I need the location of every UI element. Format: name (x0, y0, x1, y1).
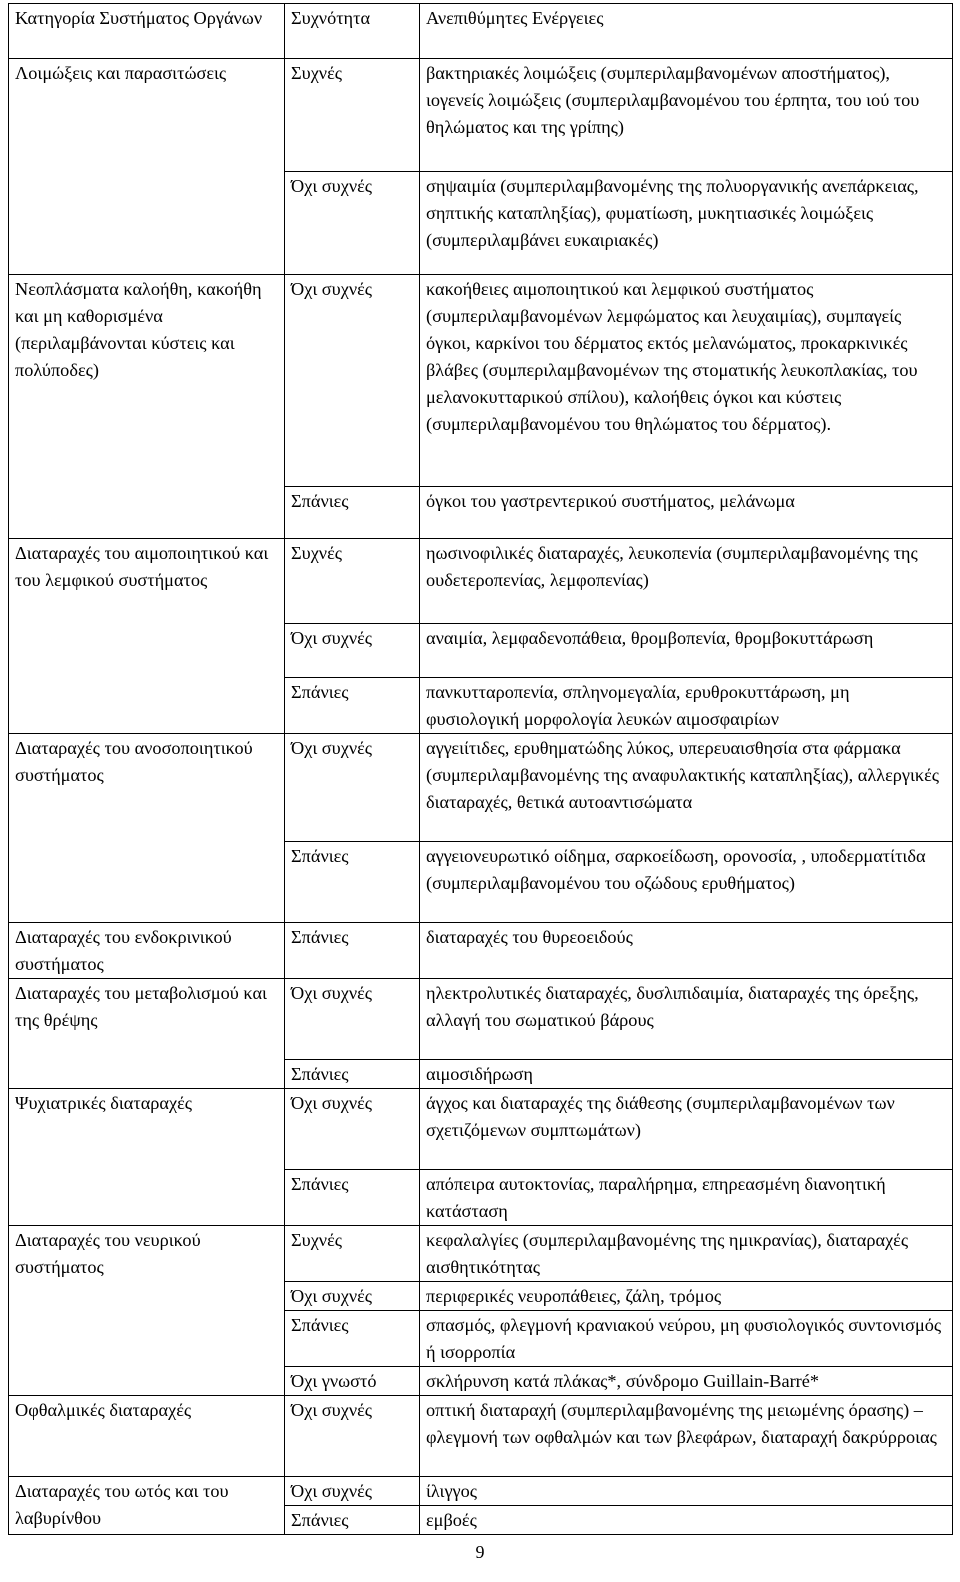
reactions-cell: ηλεκτρολυτικές διαταραχές, δυσλιπιδαιμία, διαταραχές της όρεξης, αλλαγή του σωματικού βάρους (420, 979, 953, 1060)
reactions-cell: αγγειονευρωτικό οίδημα, σαρκοείδωση, ορονοσία, , υποδερματίτιδα (συμπεριλαμβανομένου του οζώδους ερυθήματος) (420, 842, 953, 923)
category-cell: Διαταραχές του μεταβολισμού και της θρέψης (9, 979, 285, 1089)
reactions-cell: αγγειίτιδες, ερυθηματώδης λύκος, υπερευαισθησία στα φάρμακα (συμπεριλαμβανομένης της αναφυλακτικής καταπληξίας), αλλεργικές διαταραχές, θετικά αυτοαντισώματα (420, 734, 953, 842)
category-cell: Διαταραχές του αιμοποιητικού και του λεμφικού συστήματος (9, 539, 285, 734)
table-header-row (9, 4, 953, 59)
reactions-cell: αναιμία, λεμφαδενοπάθεια, θρομβοπενία, θρομβοκυττάρωση (420, 624, 953, 678)
reactions-cell: οπτική διαταραχή (συμπεριλαμβανομένης της μειωμένης όρασης) – φλεγμονή των οφθαλμών και των βλεφάρων, διαταραχή δακρύρροιας (420, 1396, 953, 1477)
reactions-cell: σκλήρυνση κατά πλάκας*, σύνδρομο Guillain-Barré* (420, 1367, 953, 1396)
reactions-cell: κεφαλαλγίες (συμπεριλαμβανομένης της ημικρανίας), διαταραχές αισθητικότητας (420, 1226, 953, 1282)
frequency-cell: Σπάνιες (285, 678, 420, 734)
category-cell: Λοιμώξεις και παρασιτώσεις (9, 59, 285, 275)
frequency-cell: Όχι συχνές (285, 275, 420, 487)
category-cell: Οφθαλμικές διαταραχές (9, 1396, 285, 1477)
frequency-cell: Σπάνιες (285, 923, 420, 979)
reactions-cell: ηωσινοφιλικές διαταραχές, λευκοπενία (συμπεριλαμβανομένης της ουδετεροπενίας, λεμφοπενίας) (420, 539, 953, 624)
category-cell: Διαταραχές του ανοσοποιητικού συστήματος (9, 734, 285, 923)
reactions-cell: ίλιγγος (420, 1477, 953, 1506)
category-cell: Ψυχιατρικές διαταραχές (9, 1089, 285, 1226)
frequency-cell: Σπάνιες (285, 1060, 420, 1089)
frequency-cell: Όχι γνωστό (285, 1367, 420, 1396)
frequency-cell: Συχνές (285, 1226, 420, 1282)
frequency-cell: Σπάνιες (285, 1311, 420, 1367)
reactions-cell: αιμοσιδήρωση (420, 1060, 953, 1089)
reactions-cell: εμβοές (420, 1506, 953, 1535)
table-row (9, 1089, 953, 1170)
table-row (9, 275, 953, 487)
reactions-cell: απόπειρα αυτοκτονίας, παραλήρημα, επηρεασμένη διανοητική κατάσταση (420, 1170, 953, 1226)
reactions-cell: όγκοι του γαστρεντερικού συστήματος, μελάνωμα (420, 487, 953, 539)
reactions-cell: πανκυτταροπενία, σπληνομεγαλία, ερυθροκυττάρωση, μη φυσιολογική μορφολογία λευκών αιμοσφαιρίων (420, 678, 953, 734)
reactions-cell: άγχος και διαταραχές της διάθεσης (συμπεριλαμβανομένων των σχετιζόμενων συμπτωμάτων) (420, 1089, 953, 1170)
header-category: Κατηγορία Συστήματος Οργάνων (9, 4, 285, 59)
frequency-cell: Σπάνιες (285, 1506, 420, 1535)
frequency-cell: Όχι συχνές (285, 624, 420, 678)
frequency-cell: Συχνές (285, 59, 420, 172)
page-number: 9 (475, 1542, 485, 1562)
table-row (9, 539, 953, 624)
reactions-cell: σηψαιμία (συμπεριλαμβανομένης της πολυοργανικής ανεπάρκειας, σηπτικής καταπληξίας), φυματίωση, μυκητιασικές λοιμώξεις (συμπεριλαμβάνει ευκαιριακές) (420, 172, 953, 275)
frequency-cell: Όχι συχνές (285, 734, 420, 842)
table-row (9, 1226, 953, 1282)
table-row (9, 1477, 953, 1506)
reactions-cell: κακοήθειες αιμοποιητικού και λεμφικού συστήματος (συμπεριλαμβανομένων λεμφώματος και λευχαιμίας), συμπαγείς όγκοι, καρκίνοι του δέρματος εκτός μελανώματος, προκαρκινικές βλάβες (συμπεριλαμβανομένων της στοματικής λευκοπλακίας, του μελανοκυτταρικού σπίλου), καλοήθεις όγκοι και κύστεις (συμπεριλαμβανομένου του θηλώματος του δέρματος). (420, 275, 953, 487)
table-row (9, 1396, 953, 1477)
header-frequency: Συχνότητα (285, 4, 420, 59)
frequency-cell: Σπάνιες (285, 1170, 420, 1226)
frequency-cell: Όχι συχνές (285, 1396, 420, 1477)
frequency-cell: Σπάνιες (285, 842, 420, 923)
table-row (9, 59, 953, 172)
frequency-cell: Όχι συχνές (285, 1089, 420, 1170)
category-cell: Διαταραχές του ενδοκρινικού συστήματος (9, 923, 285, 979)
category-cell: Διαταραχές του ωτός και του λαβυρίνθου (9, 1477, 285, 1535)
frequency-cell: Συχνές (285, 539, 420, 624)
frequency-cell: Σπάνιες (285, 487, 420, 539)
adverse-reactions-table (8, 3, 953, 1535)
frequency-cell: Όχι συχνές (285, 979, 420, 1060)
table-row (9, 979, 953, 1060)
frequency-cell: Όχι συχνές (285, 1477, 420, 1506)
frequency-cell: Όχι συχνές (285, 172, 420, 275)
category-cell: Διαταραχές του νευρικού συστήματος (9, 1226, 285, 1396)
category-cell: Νεοπλάσματα καλοήθη, κακοήθη και μη καθορισμένα (περιλαμβάνονται κύστεις και πολύποδες) (9, 275, 285, 539)
reactions-cell: περιφερικές νευροπάθειες, ζάλη, τρόμος (420, 1282, 953, 1311)
reactions-cell: βακτηριακές λοιμώξεις (συμπεριλαμβανομένων αποστήματος), ιογενείς λοιμώξεις (συμπεριλαμβανομένου του έρπητα, του ιού του θηλώματος και της γρίπης) (420, 59, 953, 172)
reactions-cell: διαταραχές του θυρεοειδούς (420, 923, 953, 979)
frequency-cell: Όχι συχνές (285, 1282, 420, 1311)
table-row (9, 734, 953, 842)
reactions-cell: σπασμός, φλεγμονή κρανιακού νεύρου, μη φυσιολογικός συντονισμός ή ισορροπία (420, 1311, 953, 1367)
header-reactions: Ανεπιθύμητες Ενέργειες (420, 4, 953, 59)
table-row (9, 923, 953, 979)
